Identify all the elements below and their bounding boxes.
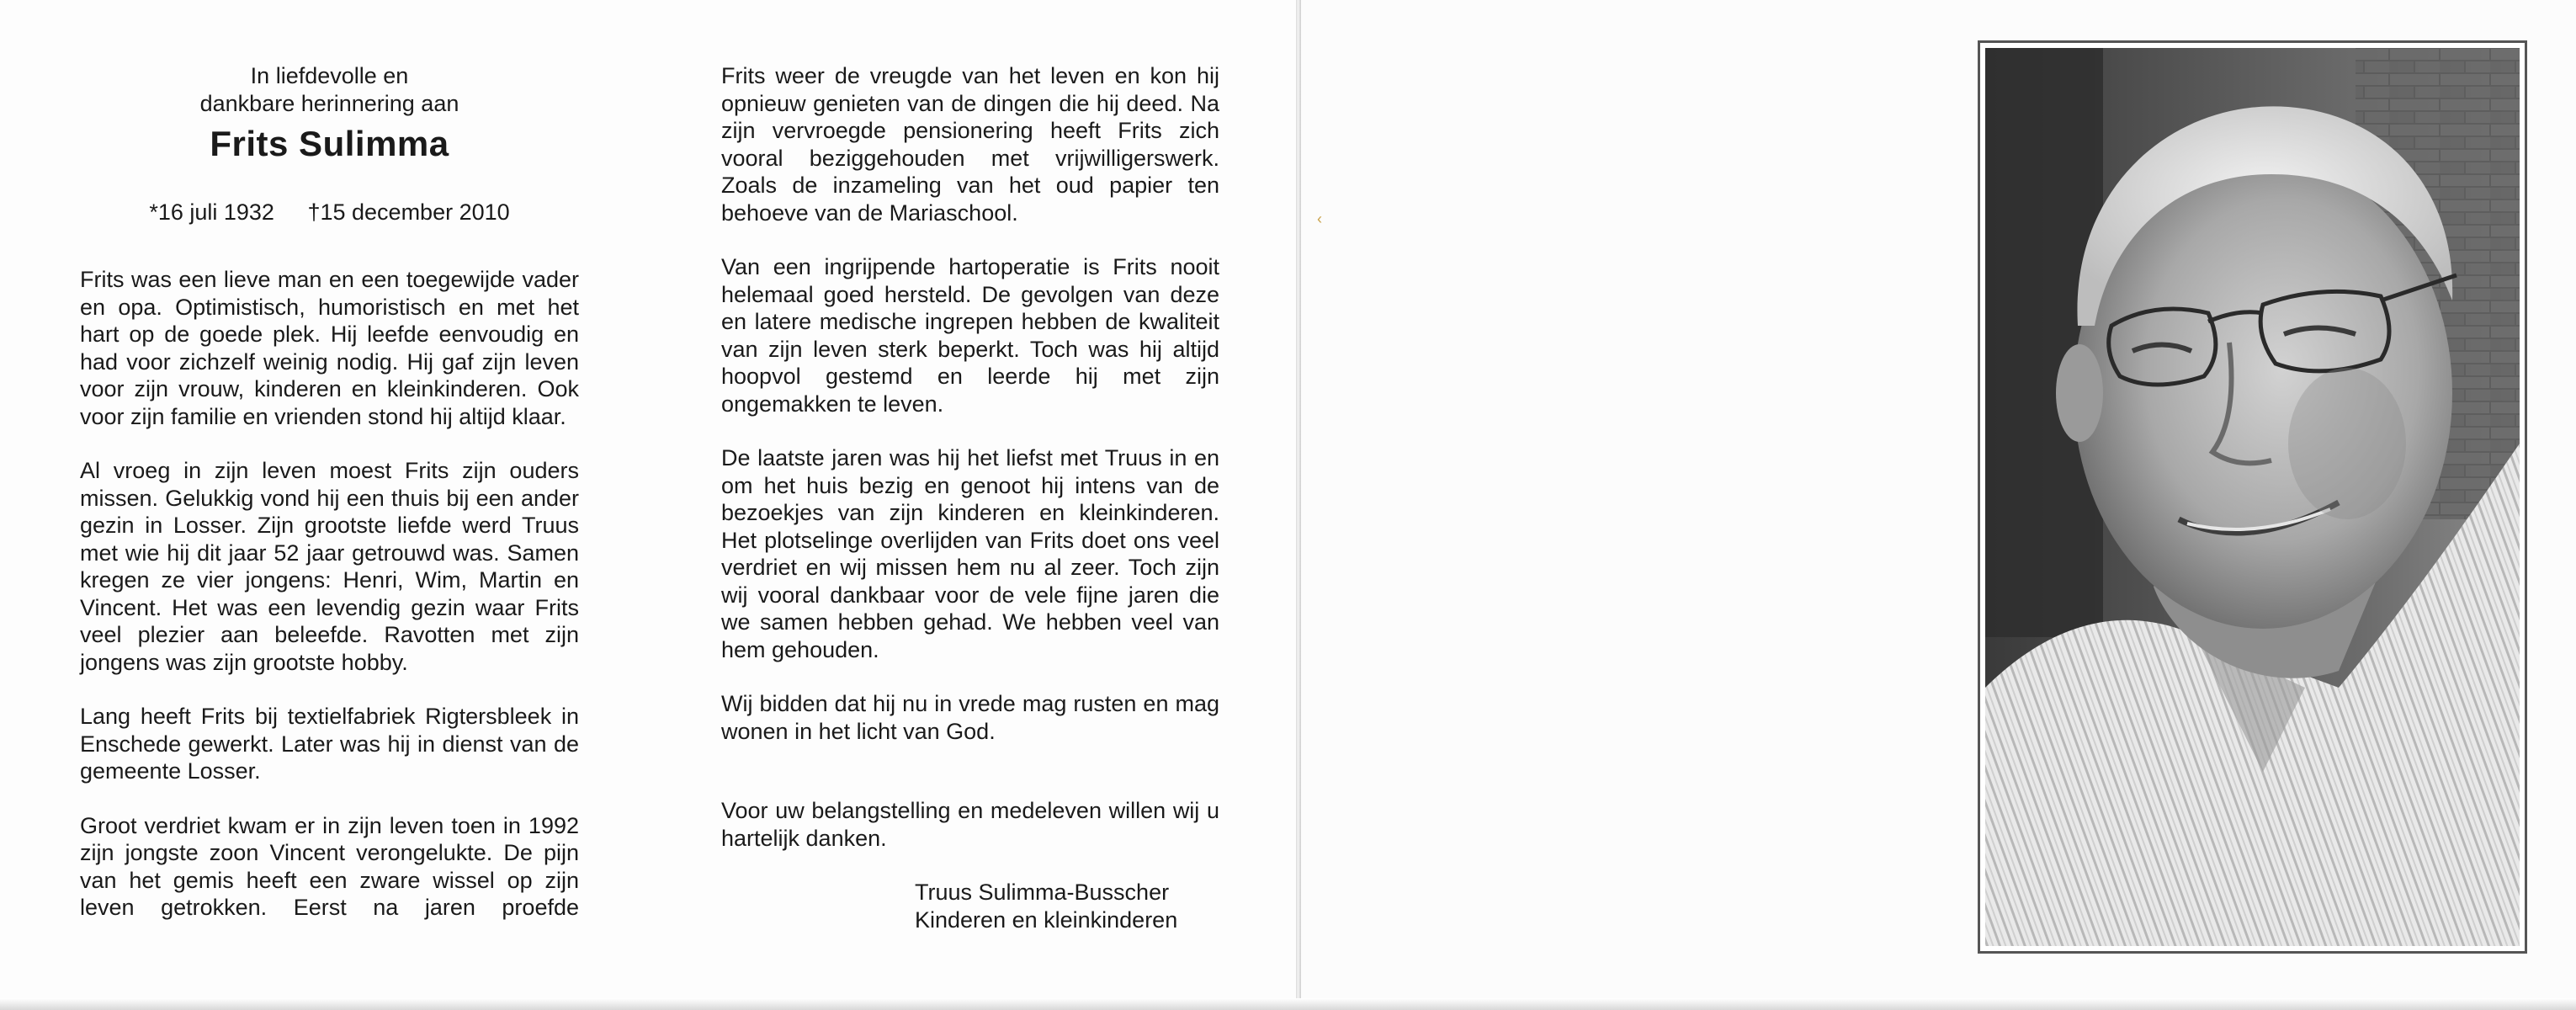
signature-block bbox=[915, 879, 1219, 933]
photo-frame bbox=[1978, 40, 2527, 954]
paragraph: Wij bidden dat hij nu in vrede mag rusten en mag wonen in het licht van God. bbox=[721, 691, 1219, 744]
intro-line-2: dankbare herinnering aan bbox=[199, 91, 459, 116]
paragraph: Frits weer de vreugde van het leven en kon hij opnieuw genieten van de dingen die hij deed. Na zijn vervroegde pensionering heeft Frits zich vooral beziggehouden met vrijwilligerswerk. Zoals de inzameling van het oud papier ten behoeve van de Mariaschool. bbox=[721, 63, 1219, 226]
paragraph: Voor uw belangstelling en medeleven willen wij u hartelijk danken. bbox=[721, 798, 1219, 851]
paragraph: Al vroeg in zijn leven moest Frits zijn ouders missen. Gelukkig vond hij een thuis bij een ander gezin in Losser. Zijn grootste liefde werd Truus met wie hij dit jaar 52 jaar getrouwd was. Samen kregen ze vier jongens: Henri, Wim, Martin en Vincent. Het was een levendig gezin waar Frits veel plezier aan beleefde. Ravotten met zijn jongens was zijn grootste hobby. bbox=[80, 458, 579, 675]
card-bottom-edge bbox=[0, 998, 2576, 1010]
signature-line-1: Truus Sulimma-Busscher bbox=[915, 880, 1170, 905]
birth-date: *16 juli 1932 bbox=[149, 199, 274, 225]
paragraph: Lang heeft Frits bij textielfabriek Rigtersbleek in Enschede gewerkt. Later was hij in dienst van de gemeente Losser. bbox=[80, 704, 579, 784]
left-paragraphs bbox=[80, 266, 579, 949]
portrait-illustration bbox=[1985, 48, 2520, 946]
paper-stain-mark: ‹ bbox=[1317, 210, 1322, 227]
death-date: †15 december 2010 bbox=[307, 199, 510, 225]
life-dates bbox=[80, 199, 579, 226]
middle-text-column bbox=[721, 62, 1219, 933]
deceased-name: Frits Sulimma bbox=[210, 124, 449, 163]
paragraph: De laatste jaren was hij het liefst met Truus in en om het huis bezig en genoot hij intens van de bezoekjes van zijn kinderen en kleinkinderen. Het plotselinge overlijden van Frits doet ons veel verdriet en wij missen hem nu al zeer. Toch zijn wij vooral dankbaar voor de vele fijne jaren die we samen hebben gehad. We hebben veel van hem gehouden. bbox=[721, 445, 1219, 662]
signature-line-2: Kinderen en kleinkinderen bbox=[915, 906, 1178, 933]
paragraph: Van een ingrijpende hartoperatie is Frits nooit helemaal goed hersteld. De gevolgen van deze en latere medische ingrepen hebben de kwaliteit van zijn leven sterk beperkt. Toch was hij altijd hoopvol gestemd en leerde hij met zijn ongemakken te leven. bbox=[721, 254, 1219, 417]
paragraph: Groot verdriet kwam er in zijn leven toen in 1992 zijn jongste zoon Vincent verongelukte. De pijn van het gemis heeft een zware wissel op zijn leven getrokken. Eerst na jaren proefde bbox=[80, 812, 579, 920]
portrait-photo bbox=[1985, 48, 2520, 946]
paragraph: Frits was een lieve man en een toegewijde vader en opa. Optimistisch, humoristisch en met het hart op de goede plek. Hij leefde eenvoudig en had voor zichzelf weinig nodig. Hij gaf zijn leven voor zijn vrouw, kinderen en kleinkinderen. Ook voor zijn familie en vrienden stond hij altijd klaar. bbox=[80, 267, 579, 429]
intro-line-1: In liefdevolle en bbox=[250, 63, 409, 88]
